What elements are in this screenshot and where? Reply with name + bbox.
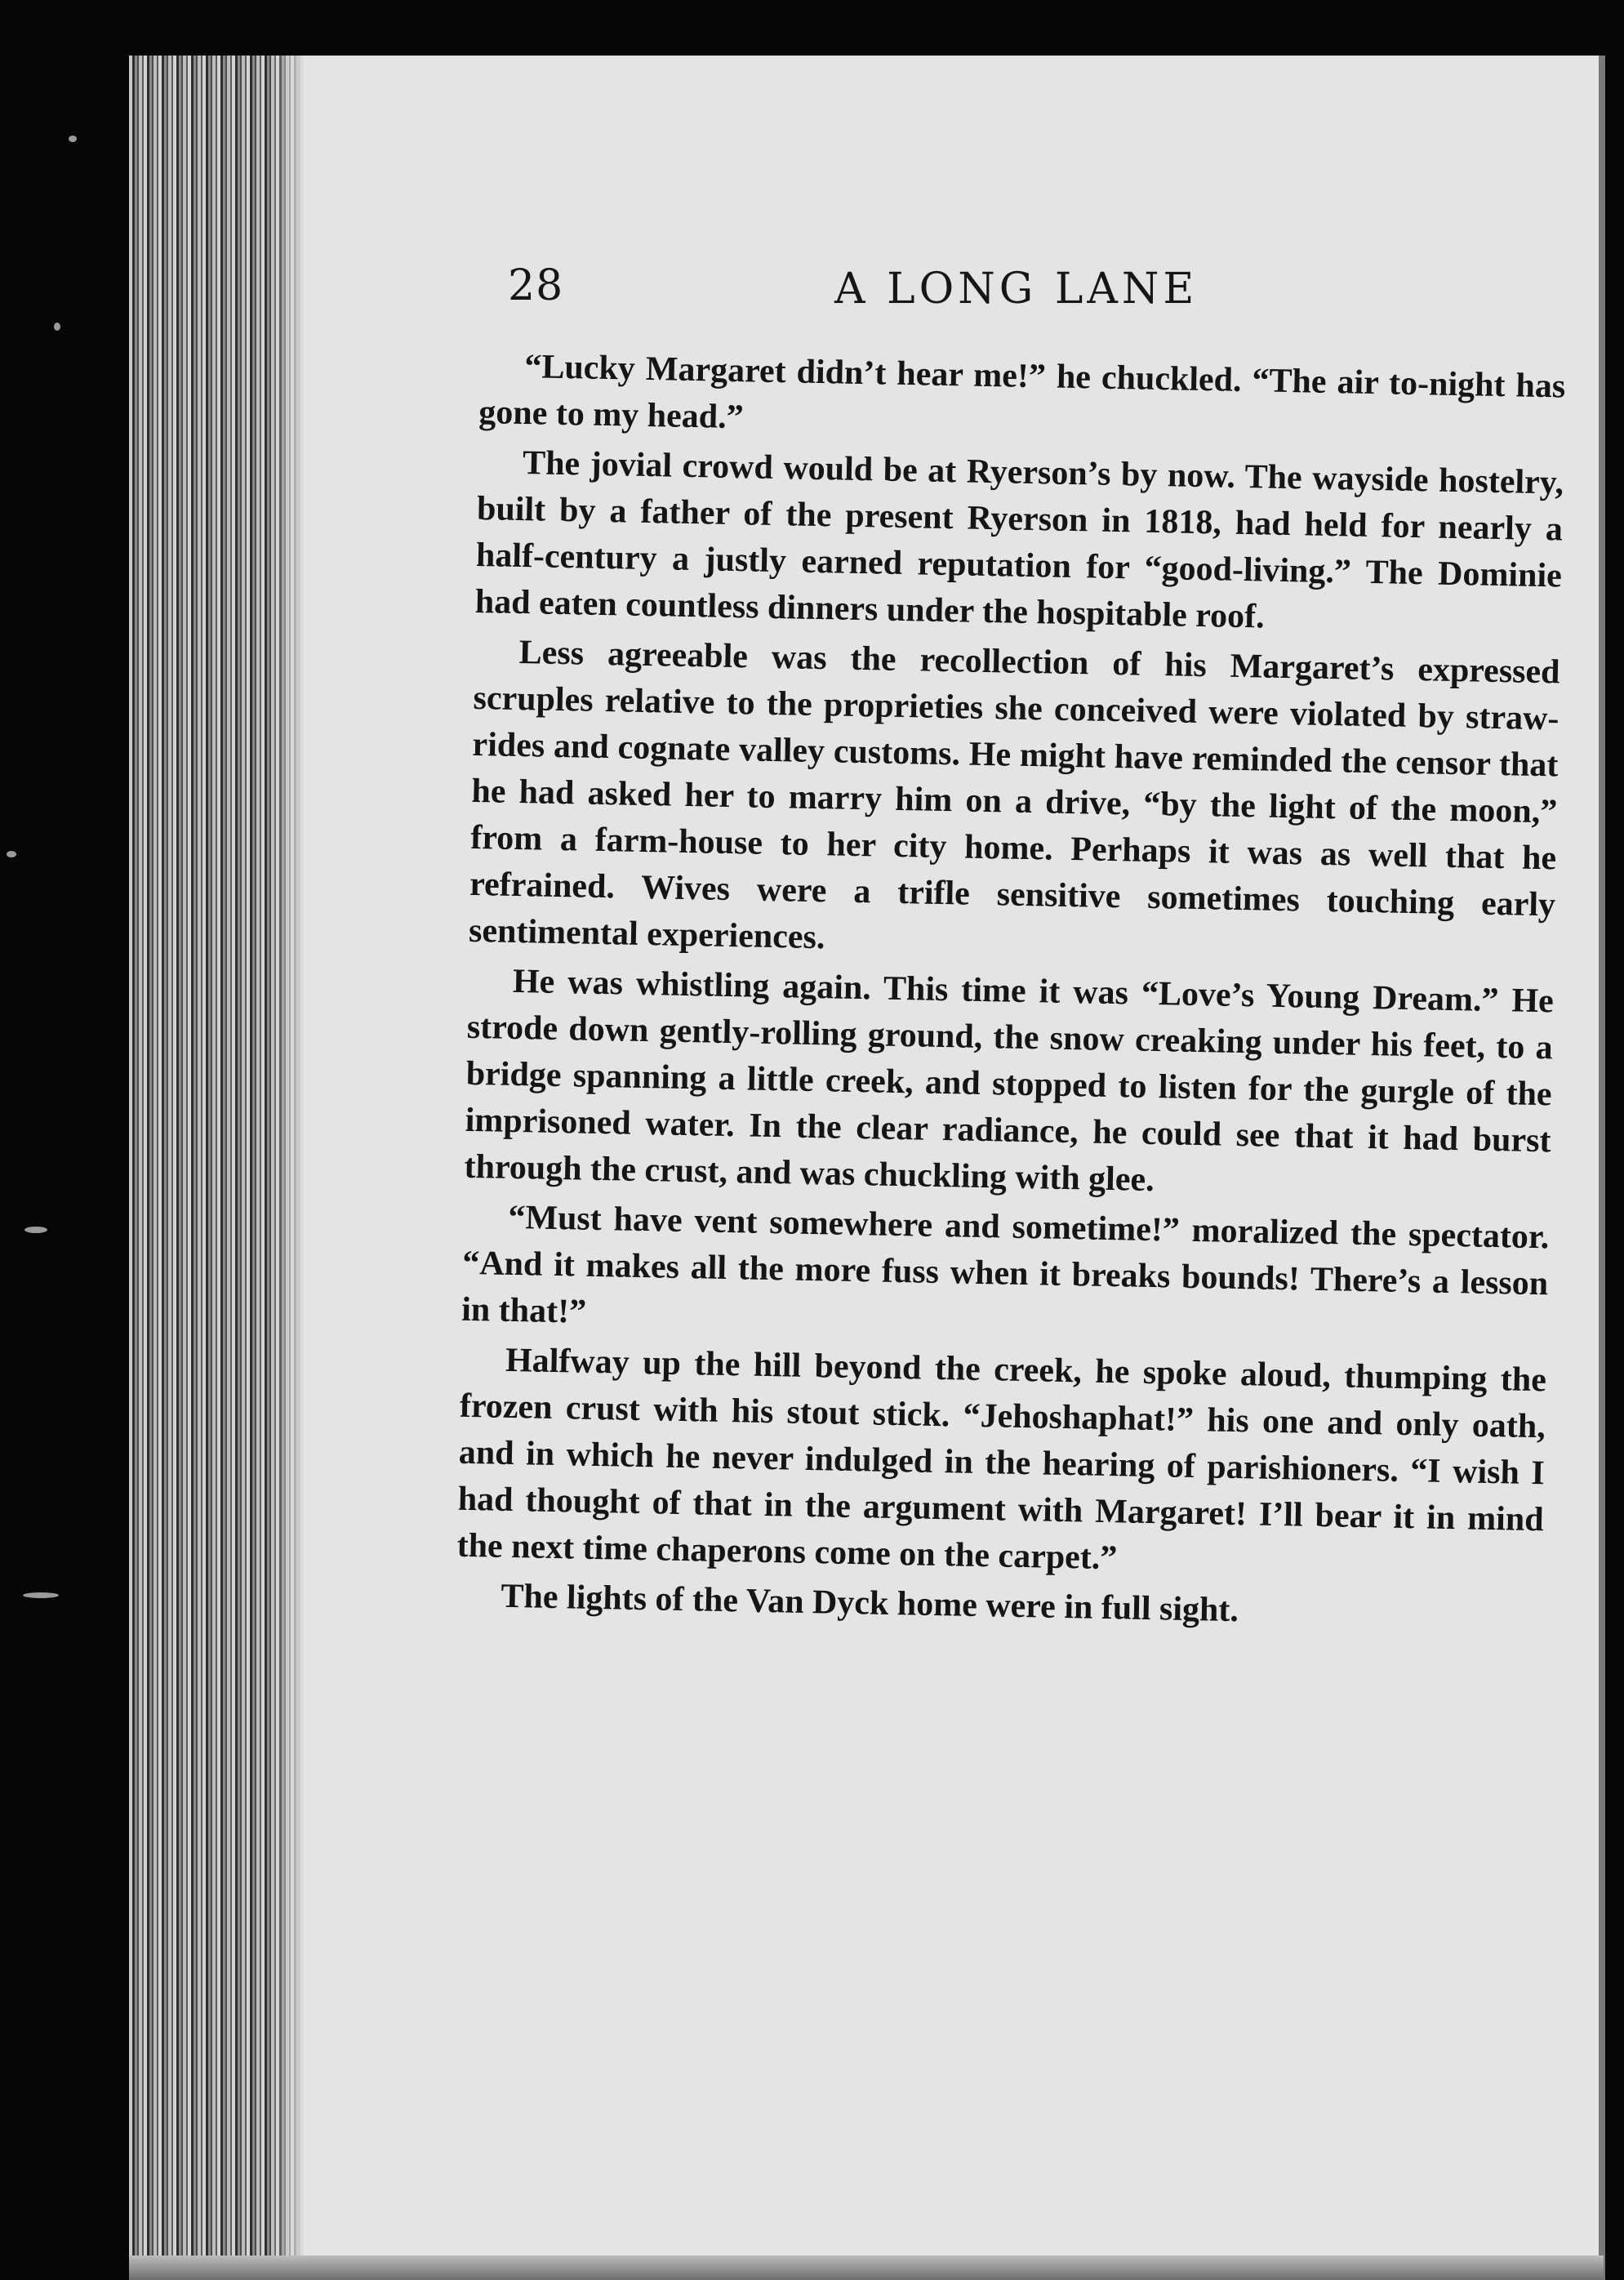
page-right-shadow bbox=[1599, 56, 1605, 2280]
paragraph: “Lucky Margaret didn’t hear me!” he chuckled. “The air to-night has gone to my head.” bbox=[478, 348, 1566, 437]
page-edges bbox=[132, 56, 304, 2278]
paragraph: He was whistling again. This time it was “Love’s Young Dream.” He strode down gently-rolling ground, the snow creaking under his feet, to a bridge spanning a little creek, and stopped to listen for the gurgle of the imprisoned water. In the clear radiance, he could see that it had burst through the crust, and was chuckling with glee. bbox=[464, 962, 1555, 1200]
scan-speck bbox=[69, 136, 77, 142]
body-text bbox=[456, 343, 1566, 1643]
paragraph: Less agreeable was the recollection of his Margaret’s expressed scruples relative to the proprieties she conceived were violated by straw-rides and cognate valley customs. He might have reminded the censor that he had asked her to marry him on a drive, “by the light of the moon,” from a farm-house to her city home. Perhaps it was as well that he refrained. Wives were a trifle sensitive sometimes touching early sentimental experiences. bbox=[468, 633, 1560, 957]
scan-speck bbox=[54, 323, 60, 331]
page-number: 28 bbox=[508, 261, 564, 310]
paragraph: “Must have vent somewhere and sometime!” moralized the spectator. “And it makes all the more fuss when it breaks bounds! There’s a lesson in that!” bbox=[461, 1198, 1550, 1331]
page-header bbox=[508, 253, 1569, 327]
scan-speck bbox=[7, 851, 16, 857]
paragraph: The lights of the Van Dyck home were in full sight. bbox=[501, 1577, 1239, 1630]
paragraph: The jovial crowd would be at Ryerson’s by now. The wayside hostelry, built by a father of the present Ryerson in 1818, had held for nearly a half-century a justly earned reputation for “good-living.” The Dominie had eaten countless dinners under the hospitable roof. bbox=[474, 444, 1564, 636]
scan-speck bbox=[23, 1592, 59, 1598]
paragraph: Halfway up the hill beyond the creek, he spoke aloud, thumping the frozen crust with his stout stick. “Jehoshaphat!” his one and only oath, and in which he never indulged in the hearing of parishioners. “I wish I had thought of that in the argument with Margaret! I’ll bear it in mind the next time chaperons come on the carpet.” bbox=[456, 1341, 1547, 1578]
page-bottom-shadow bbox=[129, 2256, 1604, 2280]
running-head: A LONG LANE bbox=[834, 265, 1199, 314]
scan-speck bbox=[24, 1227, 47, 1233]
